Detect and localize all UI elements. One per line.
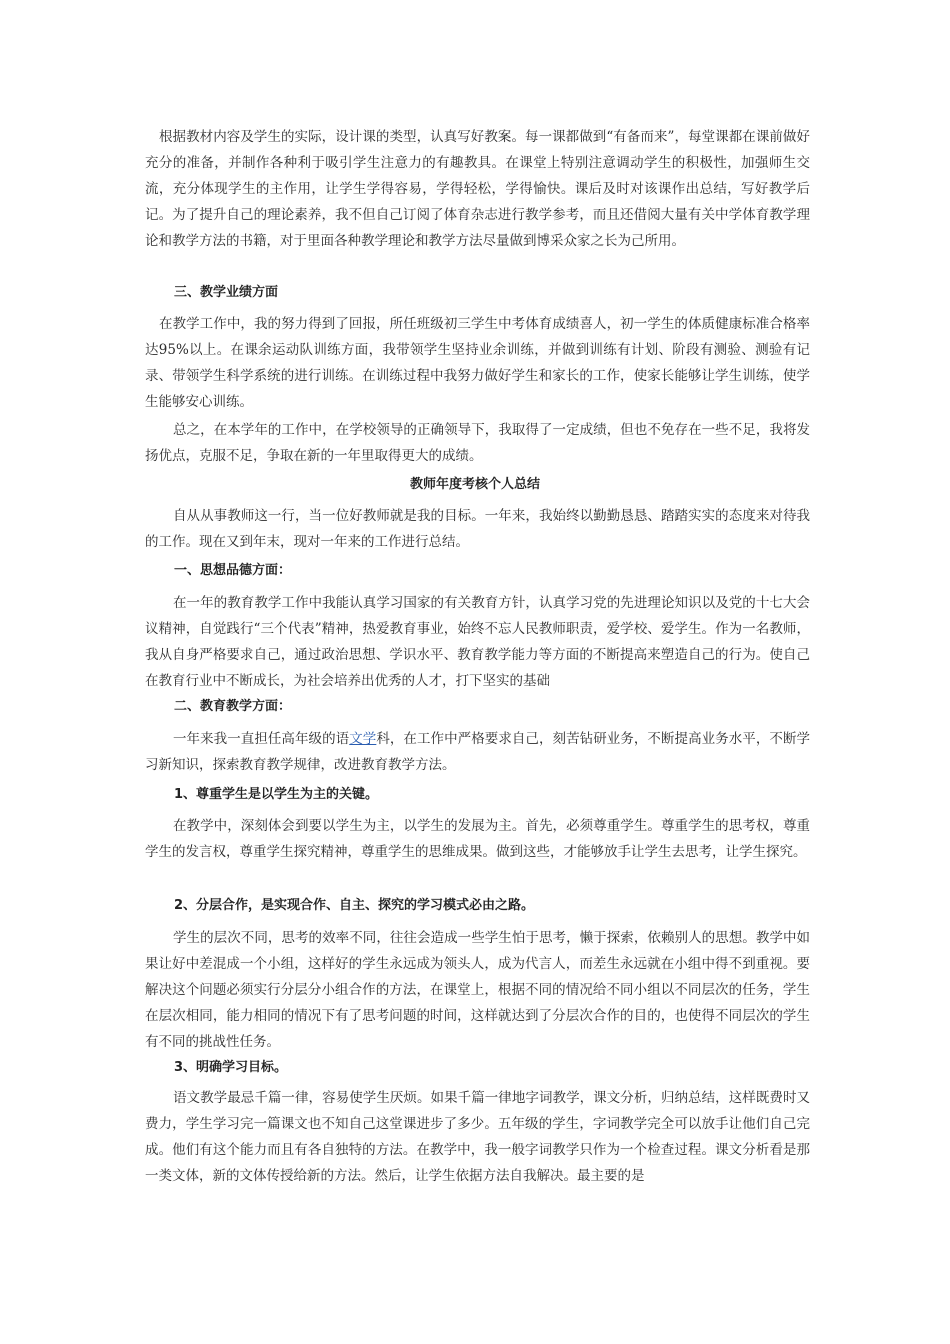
heading-teaching-results: 三、教学业绩方面	[174, 285, 279, 300]
paragraph-ideology: 在一年的教育教学工作中我能认真学习国家的有关教育方针，认真学习党的先进理论知识以及党的十七大会议精神，自觉践行“三个代表”精神，热爱教育事业，始终不忘人民教师职责，爱学校、爱学生。作为一名教师，我从自身严格要求自己，通过政治思想、学识水平、教育教学能力等方面的不断提高来塑造自己的行为。使自己在教育行业中不断成长，为社会培养出优秀的人才，打下坚实的基础	[145, 595, 810, 689]
paragraph-respect-students: 在教学中，深刻体会到要以学生为主，以学生的发展为主。首先，必须尊重学生。尊重学生的思考权，尊重学生的发言权，尊重学生探究精神，尊重学生的思维成果。做到这些，才能够放手让学生去思考，让学生探究。	[145, 818, 810, 860]
subheading-learning-goals: 3、明确学习目标。	[174, 1060, 288, 1075]
paragraph-education-text-2: 科，在工作中严格要求自己，刻苦钻研业务，不断提高业务水平，不断学习新知识，探索教育教学规律，改进教育教学方法。	[145, 731, 811, 773]
subheading-layered-cooperation: 2、分层合作，是实现合作、自主、探究的学习模式必由之路。	[174, 898, 535, 913]
paragraph-learning-goals: 语文教学最忌千篇一律，容易使学生厌烦。如果千篇一律地字词教学，课文分析，归纳总结，这样既费时又费力，学生学习完一篇课文也不知自己这堂课进步了多少。五年级的学生，字词教学完全可以放手让他们自己完成。他们有这个能力而且有各自独特的方法。在教学中，我一般字词教学只作为一个检查过程。课文分析看是那一类文体，新的文体传授给新的方法。然后，让学生依据方法自我解决。最主要的是	[145, 1090, 810, 1184]
heading-ideology: 一、思想品德方面：	[174, 563, 292, 578]
paragraph-lesson-prep: 根据教材内容及学生的实际，设计课的类型，认真写好教案。每一课都做到“有备而来”，每堂课都在课前做好充分的准备，并制作各种利于吸引学生注意力的有趣教具。在课堂上特别注意调动学生的积极性，加强师生交流，充分体现学生的主作用，让学生学得容易，学得轻松，学得愉快。课后及时对该课作出总结，写好教学后记。为了提升自己的理论素养，我不但自己订阅了体育杂志进行教学参考，而且还借阅大量有关中学体育教学理论和教学方法的书籍，对于里面各种教学理论和教学方法尽量做到博采众家之长为己所用。	[145, 129, 810, 249]
paragraph-layered-cooperation: 学生的层次不同，思考的效率不同，往往会造成一些学生怕于思考，懒于探索，依赖别人的思想。教学中如果让好中差混成一个小组，这样好的学生永远成为领头人，成为代言人，而差生永远就在小组中得不到重视。要解决这个问题必须实行分层分小组合作的方法，在课堂上，根据不同的情况给不同小组以不同层次的任务，学生在层次相同，能力相同的情况下有了思考问题的时间，这样就达到了分层次合作的目的，也使得不同层次的学生有不同的挑战性任务。	[145, 930, 810, 1050]
literature-link[interactable]: 文学	[349, 731, 377, 747]
paragraph-conclusion: 总之，在本学年的工作中，在学校领导的正确领导下，我取得了一定成绩，但也不免存在一些不足，我将发扬优点，克服不足，争取在新的一年里取得更大的成绩。	[145, 422, 810, 464]
paragraph-intro: 自从从事教师这一行，当一位好教师就是我的目标。一年来，我始终以勤勤恳恳、踏踏实实的态度来对待我的工作。现在又到年末，现对一年来的工作进行总结。	[145, 508, 810, 550]
paragraph-teaching-results: 在教学工作中，我的努力得到了回报，所任班级初三学生中考体育成绩喜人，初一学生的体质健康标准合格率达95%以上。在课余运动队训练方面，我带领学生坚持业余训练，并做到训练有计划、阶段有测验、测验有记录、带领学生科学系统的进行训练。在训练过程中我努力做好学生和家长的工作，使家长能够让学生训练，使学生能够安心训练。	[145, 316, 810, 410]
section-title: 教师年度考核个人总结	[409, 477, 540, 492]
paragraph-education	[145, 726, 810, 778]
paragraph-education-text-1: 一年来我一直担任高年级的语	[173, 731, 350, 747]
heading-education: 二、教育教学方面：	[174, 699, 292, 714]
subheading-respect-students: 1、尊重学生是以学生为主的关键。	[174, 787, 379, 802]
